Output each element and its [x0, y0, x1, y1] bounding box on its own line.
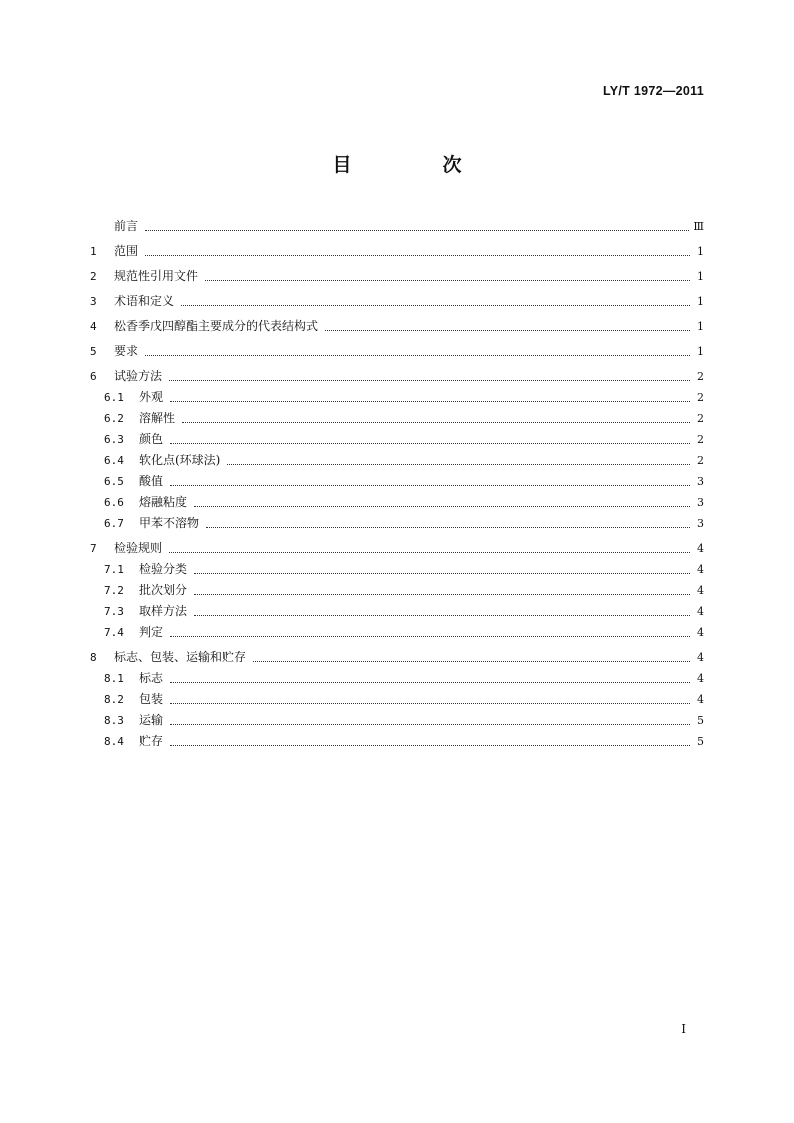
toc-entry-number: 8 [90, 651, 97, 664]
toc-entry-number: 6.3 [104, 433, 124, 446]
toc-entry[interactable] [90, 266, 704, 287]
page-number: I [681, 1022, 686, 1036]
toc-entry[interactable] [90, 316, 704, 337]
toc-entry-label: 要求 [114, 344, 139, 358]
toc-entry-number: 8.4 [104, 735, 124, 748]
toc-entry-page: 1 [697, 270, 704, 283]
leader-dots [194, 614, 690, 616]
toc-entry-number: 5 [90, 345, 97, 358]
toc-entry-page: 3 [697, 517, 704, 530]
toc-entry-page: 5 [697, 735, 704, 748]
leader-dots [170, 744, 690, 746]
toc-entry[interactable] [90, 366, 704, 387]
standard-code: LY/T 1972—2011 [602, 84, 704, 98]
toc-entry-number: 6.6 [104, 496, 124, 509]
toc-entry-page: 3 [697, 475, 704, 488]
toc-entry-number: 4 [90, 320, 97, 333]
leader-dots [170, 635, 690, 637]
toc-entry-page: 1 [697, 295, 704, 308]
toc-subentry[interactable] [90, 668, 704, 689]
toc-entry-number: 7.1 [104, 563, 124, 576]
toc-entry-label: 试验方法 [114, 369, 163, 383]
toc-entry-label: 术语和定义 [114, 294, 175, 308]
toc-entry-label: 前言 [114, 219, 139, 233]
toc-entry-label: 贮存 [139, 734, 164, 748]
leader-dots [170, 484, 690, 486]
toc-entry-number: 8.2 [104, 693, 124, 706]
toc-entry-label: 外观 [139, 390, 164, 404]
toc-entry-label: 判定 [139, 625, 164, 639]
toc-entry-page: 2 [697, 370, 704, 383]
leader-dots [194, 505, 690, 507]
leader-dots [145, 354, 690, 356]
toc-subentry[interactable] [90, 710, 704, 731]
leader-dots [170, 681, 690, 683]
toc-entry-label: 标志、包装、运输和贮存 [114, 650, 247, 664]
toc-entry-label: 标志 [139, 671, 164, 685]
toc-entry-label: 检验规则 [114, 541, 163, 555]
leader-dots [206, 526, 690, 528]
toc-entry-label: 酸值 [139, 474, 164, 488]
toc-entry-page: 4 [697, 542, 704, 555]
toc-entry-page: 4 [697, 605, 704, 618]
toc-entry-number: 7 [90, 542, 97, 555]
toc-entry-number: 6 [90, 370, 97, 383]
toc-subentry[interactable] [90, 559, 704, 580]
toc-subentry[interactable] [90, 689, 704, 710]
toc-entry-page: 1 [697, 320, 704, 333]
toc-entry-number: 1 [90, 245, 97, 258]
toc-subentry[interactable] [90, 450, 704, 471]
toc-entry-label: 检验分类 [139, 562, 188, 576]
page-title: 目 次 [332, 154, 498, 176]
toc-entry-page: 1 [697, 245, 704, 258]
toc-entry-label: 软化点(环球法) [139, 453, 221, 467]
toc-entry-number: 3 [90, 295, 97, 308]
toc-entry-number: 6.4 [104, 454, 124, 467]
leader-dots [169, 379, 690, 381]
toc-entry-page: 2 [697, 391, 704, 404]
leader-dots [194, 572, 690, 574]
leader-dots [325, 329, 690, 331]
toc-entry[interactable] [90, 216, 704, 237]
toc-entry-page: 5 [697, 714, 704, 727]
toc-entry-page: 4 [697, 584, 704, 597]
leader-dots [145, 254, 690, 256]
toc-entry[interactable] [90, 538, 704, 559]
toc-entry-page: Ⅲ [693, 220, 704, 233]
toc-entry-page: 2 [697, 454, 704, 467]
leader-dots [205, 279, 690, 281]
toc-entry-label: 颜色 [139, 432, 164, 446]
leader-dots [182, 421, 690, 423]
toc-entry-label: 甲苯不溶物 [139, 516, 200, 530]
toc-subentry[interactable] [90, 387, 704, 408]
toc-entry-label: 溶解性 [139, 411, 176, 425]
leader-dots [145, 229, 689, 231]
toc-entry-page: 4 [697, 651, 704, 664]
toc-entry-label: 运输 [139, 713, 164, 727]
toc-entry-label: 规范性引用文件 [114, 269, 199, 283]
leader-dots [170, 400, 690, 402]
toc-subentry[interactable] [90, 408, 704, 429]
toc-entry-page: 4 [697, 626, 704, 639]
leader-dots [170, 723, 690, 725]
toc-entry-number: 7.4 [104, 626, 124, 639]
toc-subentry[interactable] [90, 622, 704, 643]
toc-entry-page: 4 [697, 672, 704, 685]
toc-entry-label: 范围 [114, 244, 139, 258]
toc-entry[interactable] [90, 647, 704, 668]
toc-subentry[interactable] [90, 513, 704, 534]
toc-entry-number: 7.2 [104, 584, 124, 597]
toc-entry-number: 6.2 [104, 412, 124, 425]
leader-dots [253, 660, 690, 662]
toc-entry-number: 2 [90, 270, 97, 283]
toc-entry-number: 6.5 [104, 475, 124, 488]
leader-dots [170, 702, 690, 704]
toc-entry-page: 4 [697, 693, 704, 706]
toc-entry-page: 2 [697, 433, 704, 446]
toc-entry-label: 批次划分 [139, 583, 188, 597]
toc-subentry[interactable] [90, 492, 704, 513]
leader-dots [169, 551, 690, 553]
leader-dots [194, 593, 690, 595]
toc-entry-label: 包装 [139, 692, 164, 706]
toc-subentry[interactable] [90, 471, 704, 492]
toc-entry-label: 松香季戊四醇酯主要成分的代表结构式 [114, 319, 319, 333]
toc-entry-number: 7.3 [104, 605, 124, 618]
toc-entry-label: 取样方法 [139, 604, 188, 618]
toc-subentry[interactable] [90, 731, 704, 752]
toc-entry-page: 2 [697, 412, 704, 425]
toc-subentry[interactable] [90, 601, 704, 622]
toc-entry-page: 4 [697, 563, 704, 576]
toc-entry[interactable] [90, 341, 704, 362]
toc-entry-number: 6.1 [104, 391, 124, 404]
leader-dots [170, 442, 690, 444]
toc-entry[interactable] [90, 241, 704, 262]
toc-entry-page: 1 [697, 345, 704, 358]
toc-subentry[interactable] [90, 429, 704, 450]
leader-dots [227, 463, 690, 465]
toc-entry-page: 3 [697, 496, 704, 509]
toc-subentry[interactable] [90, 580, 704, 601]
leader-dots [181, 304, 690, 306]
toc-entry-number: 6.7 [104, 517, 124, 530]
toc-entry-label: 熔融粘度 [139, 495, 188, 509]
toc-entry[interactable] [90, 291, 704, 312]
table-of-contents [90, 216, 704, 752]
toc-entry-number: 8.3 [104, 714, 124, 727]
toc-entry-number: 8.1 [104, 672, 124, 685]
